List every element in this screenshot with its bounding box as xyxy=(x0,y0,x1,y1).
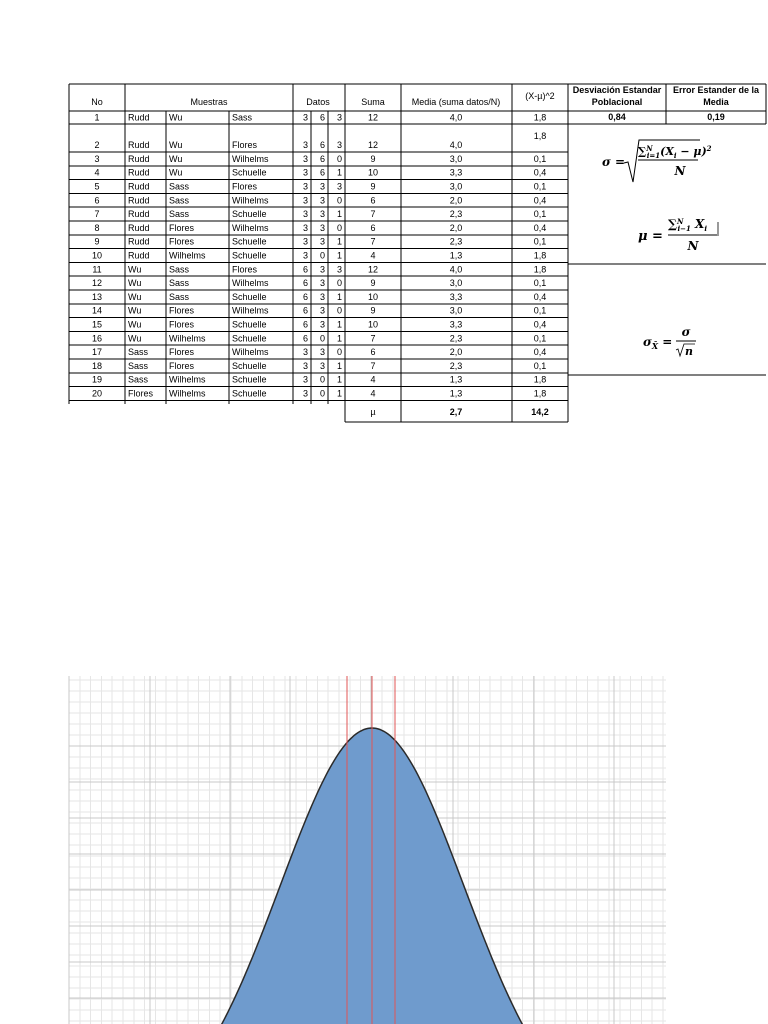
dato-2: 0 xyxy=(319,333,325,344)
sample-3: Schuelle xyxy=(232,209,267,220)
dato-3: 1 xyxy=(336,209,342,220)
media-value: 3,0 xyxy=(449,181,463,192)
dato-3: 3 xyxy=(336,140,342,150)
sample-3: Flores xyxy=(232,181,258,192)
sq-dev-value: 1,8 xyxy=(533,112,547,123)
media-value: 2,0 xyxy=(449,347,463,358)
row-number: 5 xyxy=(94,181,100,192)
row-number: 18 xyxy=(91,360,103,371)
dato-3: 1 xyxy=(336,333,342,344)
suma-value: 10 xyxy=(367,291,379,302)
sample-2: Sass xyxy=(169,264,190,275)
sq-dev-value: 1,8 xyxy=(533,250,547,261)
sq-dev-value: 0,4 xyxy=(533,291,547,302)
suma-value: 7 xyxy=(370,236,376,247)
header-media: Media (suma datos/N) xyxy=(411,97,501,107)
sample-2: Sass xyxy=(169,291,190,302)
dato-1: 3 xyxy=(302,360,308,371)
header-muestras: Muestras xyxy=(190,97,228,107)
media-value: 4,0 xyxy=(449,112,463,123)
dato-3: 0 xyxy=(336,195,342,206)
row-number: 11 xyxy=(92,264,102,275)
dato-1: 3 xyxy=(302,195,308,206)
sample-3: Schuelle xyxy=(232,167,267,178)
media-value: 2,3 xyxy=(449,360,463,371)
dato-1: 6 xyxy=(302,305,308,316)
sample-2: Flores xyxy=(169,360,195,371)
sample-1: Rudd xyxy=(128,112,150,123)
sample-1: Sass xyxy=(128,360,149,371)
row-number: 9 xyxy=(94,236,100,247)
media-value: 4,0 xyxy=(449,140,463,150)
suma-value: 9 xyxy=(370,278,376,289)
sample-1: Rudd xyxy=(128,181,150,192)
dato-3: 1 xyxy=(336,236,342,247)
dato-2: 3 xyxy=(319,319,325,330)
dato-2: 3 xyxy=(319,347,325,358)
desviacion-value: 0,84 xyxy=(608,112,626,122)
sample-3: Wilhelms xyxy=(232,222,269,233)
svg-text:μ =: μ = xyxy=(638,229,663,244)
dato-1: 6 xyxy=(302,278,308,289)
sample-3: Schuelle xyxy=(232,250,267,261)
sample-3: Flores xyxy=(232,140,258,150)
sq-dev-value: 0,1 xyxy=(533,236,547,247)
sample-2: Wilhelms xyxy=(169,333,206,344)
sq-dev-value: 0,4 xyxy=(533,347,547,358)
sample-2: Sass xyxy=(169,181,190,192)
svg-text:∑Ni−1 Xi: ∑$^N$ i−1 $X_i$ xyxy=(668,217,708,233)
dato-2: 3 xyxy=(319,195,325,206)
sample-1: Sass xyxy=(128,347,149,358)
sample-3: Schuelle xyxy=(232,360,267,371)
suma-value: 9 xyxy=(370,153,376,164)
media-value: 4,0 xyxy=(449,264,463,275)
sample-1: Wu xyxy=(128,333,142,344)
row-number: 6 xyxy=(94,195,100,206)
dato-1: 6 xyxy=(302,319,308,330)
sq-dev-value: 0,1 xyxy=(533,181,547,192)
dato-1: 3 xyxy=(302,347,308,358)
suma-value: 6 xyxy=(370,195,376,206)
dato-2: 0 xyxy=(319,388,325,399)
dato-2: 3 xyxy=(319,181,325,192)
media-value: 2,0 xyxy=(449,195,463,206)
row-number: 14 xyxy=(91,305,103,316)
sample-3: Wilhelms xyxy=(232,278,269,289)
dato-1: 3 xyxy=(302,250,308,261)
sample-1: Rudd xyxy=(128,153,150,164)
sample-1: Flores xyxy=(128,388,154,399)
suma-value: 4 xyxy=(370,250,376,261)
dato-3: 3 xyxy=(336,264,342,275)
sample-3: Wilhelms xyxy=(232,153,269,164)
sample-1: Wu xyxy=(128,319,142,330)
sample-3: Schuelle xyxy=(232,388,267,399)
dato-3: 1 xyxy=(336,388,342,399)
row-number: 19 xyxy=(91,374,103,385)
dato-3: 0 xyxy=(336,278,342,289)
dato-1: 3 xyxy=(302,153,308,164)
header-xmu2: (X-µ)^2 xyxy=(525,91,555,101)
svg-text:σ: σ xyxy=(681,325,691,339)
svg-text:N: N xyxy=(687,239,699,253)
sample-2: Wilhelms xyxy=(169,374,206,385)
media-value: 1,3 xyxy=(449,388,463,399)
dato-3: 1 xyxy=(336,167,342,178)
svg-text:σ =: σ = xyxy=(602,155,626,169)
dato-2: 6 xyxy=(319,140,325,150)
mu-formula xyxy=(638,217,718,253)
row-number: 10 xyxy=(91,250,103,261)
row-number: 15 xyxy=(91,319,103,330)
sq-dev-value: 0,4 xyxy=(533,222,547,233)
dato-3: 1 xyxy=(336,319,342,330)
sample-2: Flores xyxy=(169,222,195,233)
dato-2: 3 xyxy=(319,236,325,247)
sigma-formula xyxy=(602,140,712,182)
row-number: 7 xyxy=(94,209,100,220)
row-number: 3 xyxy=(94,153,100,164)
suma-value: 6 xyxy=(370,347,376,358)
dato-3: 3 xyxy=(336,181,342,192)
sq-dev-value: 1,8 xyxy=(533,374,547,385)
sample-2: Wu xyxy=(169,112,183,123)
dato-2: 3 xyxy=(319,291,325,302)
sample-3: Flores xyxy=(232,264,258,275)
svg-text:N: N xyxy=(674,164,686,178)
sq-dev-value: 0,1 xyxy=(533,305,547,316)
suma-value: 4 xyxy=(370,374,376,385)
dato-2: 3 xyxy=(319,278,325,289)
row-number: 17 xyxy=(91,347,103,358)
header-datos: Datos xyxy=(306,97,330,107)
media-value: 2,3 xyxy=(449,236,463,247)
sample-1: Rudd xyxy=(128,209,150,220)
bell-curve-area xyxy=(110,728,640,1024)
standard-error-formula xyxy=(643,325,696,358)
dato-2: 0 xyxy=(319,374,325,385)
header-suma: Suma xyxy=(361,97,385,107)
media-value: 1,3 xyxy=(449,374,463,385)
sample-2: Flores xyxy=(169,305,195,316)
suma-value: 6 xyxy=(370,222,376,233)
dato-3: 0 xyxy=(336,305,342,316)
sq-dev-value: 0,1 xyxy=(533,333,547,344)
dato-1: 3 xyxy=(302,112,308,123)
dato-3: 1 xyxy=(336,250,342,261)
row-number: 12 xyxy=(91,278,103,289)
sample-2: Flores xyxy=(169,319,195,330)
dato-1: 6 xyxy=(302,333,308,344)
dato-1: 3 xyxy=(302,374,308,385)
dato-1: 3 xyxy=(302,209,308,220)
suma-value: 12 xyxy=(367,264,379,275)
sq-dev-value: 1,8 xyxy=(533,131,547,141)
dato-1: 3 xyxy=(302,140,308,150)
header-error-1: Error Estander de la xyxy=(672,85,760,95)
suma-value: 4 xyxy=(370,388,376,399)
normal-distribution-chart xyxy=(69,676,666,1024)
suma-value: 12 xyxy=(367,112,379,123)
suma-value: 7 xyxy=(370,209,376,220)
error-value: 0,19 xyxy=(707,112,725,122)
sample-1: Wu xyxy=(128,278,142,289)
svg-text:σX̄ =: $\sigma_{X̄}$ = xyxy=(643,335,673,351)
dato-3: 0 xyxy=(336,222,342,233)
sq-dev-value: 1,8 xyxy=(533,264,547,275)
dato-1: 6 xyxy=(302,264,308,275)
dato-3: 1 xyxy=(336,360,342,371)
dato-3: 0 xyxy=(336,347,342,358)
sample-1: Wu xyxy=(128,305,142,316)
sample-1: Rudd xyxy=(128,236,150,247)
svg-text:n: n xyxy=(685,345,693,358)
row-number: 4 xyxy=(94,167,100,178)
sample-1: Rudd xyxy=(128,222,150,233)
sample-2: Wu xyxy=(169,153,183,164)
sample-2: Wu xyxy=(169,167,183,178)
suma-value: 10 xyxy=(367,167,379,178)
sample-2: Sass xyxy=(169,278,190,289)
row-number: 8 xyxy=(94,222,100,233)
dato-2: 6 xyxy=(319,153,325,164)
dato-3: 0 xyxy=(336,153,342,164)
sample-3: Wilhelms xyxy=(232,305,269,316)
dato-1: 3 xyxy=(302,167,308,178)
dato-1: 3 xyxy=(302,181,308,192)
dato-1: 6 xyxy=(302,291,308,302)
dato-2: 3 xyxy=(319,264,325,275)
sum-squares-value: 14,2 xyxy=(531,407,549,417)
header-no: No xyxy=(91,97,103,107)
dato-1: 3 xyxy=(302,236,308,247)
sample-2: Wilhelms xyxy=(169,388,206,399)
mu-label: µ xyxy=(370,407,376,417)
sample-2: Flores xyxy=(169,236,195,247)
suma-value: 7 xyxy=(370,360,376,371)
dato-2: 3 xyxy=(319,209,325,220)
dato-3: 1 xyxy=(336,291,342,302)
media-value: 3,0 xyxy=(449,305,463,316)
dato-3: 1 xyxy=(336,374,342,385)
sample-3: Wilhelms xyxy=(232,195,269,206)
sq-dev-value: 0,1 xyxy=(533,360,547,371)
media-value: 3,3 xyxy=(449,167,463,178)
svg-text:∑Ni=1(Xi − μ)2: ∑$^N$ $i=1(X_i - \mu)^2$ xyxy=(638,144,712,160)
sample-1: Rudd xyxy=(128,195,150,206)
sq-dev-value: 0,1 xyxy=(533,209,547,220)
media-value: 3,0 xyxy=(449,153,463,164)
sq-dev-value: 0,4 xyxy=(533,167,547,178)
sq-dev-value: 0,1 xyxy=(533,278,547,289)
dato-1: 3 xyxy=(302,388,308,399)
media-value: 1,3 xyxy=(449,250,463,261)
row-number: 1 xyxy=(94,112,100,123)
suma-value: 12 xyxy=(367,140,379,150)
sample-1: Rudd xyxy=(128,167,150,178)
sq-dev-value: 0,1 xyxy=(533,153,547,164)
row-number: 2 xyxy=(94,140,100,150)
sq-dev-value: 0,4 xyxy=(533,195,547,206)
sample-2: Sass xyxy=(169,195,190,206)
sample-2: Sass xyxy=(169,209,190,220)
sample-3: Sass xyxy=(232,112,253,123)
dato-2: 3 xyxy=(319,305,325,316)
sample-3: Schuelle xyxy=(232,333,267,344)
media-value: 2,3 xyxy=(449,209,463,220)
sq-dev-value: 0,4 xyxy=(533,319,547,330)
dato-2: 0 xyxy=(319,250,325,261)
media-value: 3,3 xyxy=(449,291,463,302)
row-number: 13 xyxy=(91,291,103,302)
sample-2: Wu xyxy=(169,140,183,150)
sample-1: Wu xyxy=(128,264,142,275)
sample-3: Schuelle xyxy=(232,374,267,385)
header-desviacion-2: Poblacional xyxy=(591,97,643,107)
dato-2: 6 xyxy=(319,112,325,123)
mu-value: 2,7 xyxy=(449,407,463,417)
sample-1: Wu xyxy=(128,291,142,302)
header-error-2: Media xyxy=(703,97,729,107)
row-number: 16 xyxy=(91,333,103,344)
suma-value: 7 xyxy=(370,333,376,344)
header-desviacion-1: Desviación Estandar xyxy=(572,85,662,95)
suma-value: 9 xyxy=(370,181,376,192)
sample-1: Sass xyxy=(128,374,149,385)
sample-1: Rudd xyxy=(128,250,150,261)
dato-2: 3 xyxy=(319,360,325,371)
suma-value: 9 xyxy=(370,305,376,316)
table-text xyxy=(92,113,546,399)
media-value: 2,3 xyxy=(449,333,463,344)
sample-2: Flores xyxy=(169,347,195,358)
sample-3: Schuelle xyxy=(232,319,267,330)
sample-3: Schuelle xyxy=(232,291,267,302)
sample-3: Wilhelms xyxy=(232,347,269,358)
sample-2: Wilhelms xyxy=(169,250,206,261)
media-value: 3,3 xyxy=(449,319,463,330)
dato-3: 3 xyxy=(336,112,342,123)
suma-value: 10 xyxy=(367,319,379,330)
dato-1: 3 xyxy=(302,222,308,233)
sample-1: Rudd xyxy=(128,140,150,150)
media-value: 3,0 xyxy=(449,278,463,289)
dato-2: 6 xyxy=(319,167,325,178)
sample-3: Schuelle xyxy=(232,236,267,247)
row-number: 20 xyxy=(91,388,103,399)
media-value: 2,0 xyxy=(449,222,463,233)
dato-2: 3 xyxy=(319,222,325,233)
sq-dev-value: 1,8 xyxy=(533,388,547,399)
